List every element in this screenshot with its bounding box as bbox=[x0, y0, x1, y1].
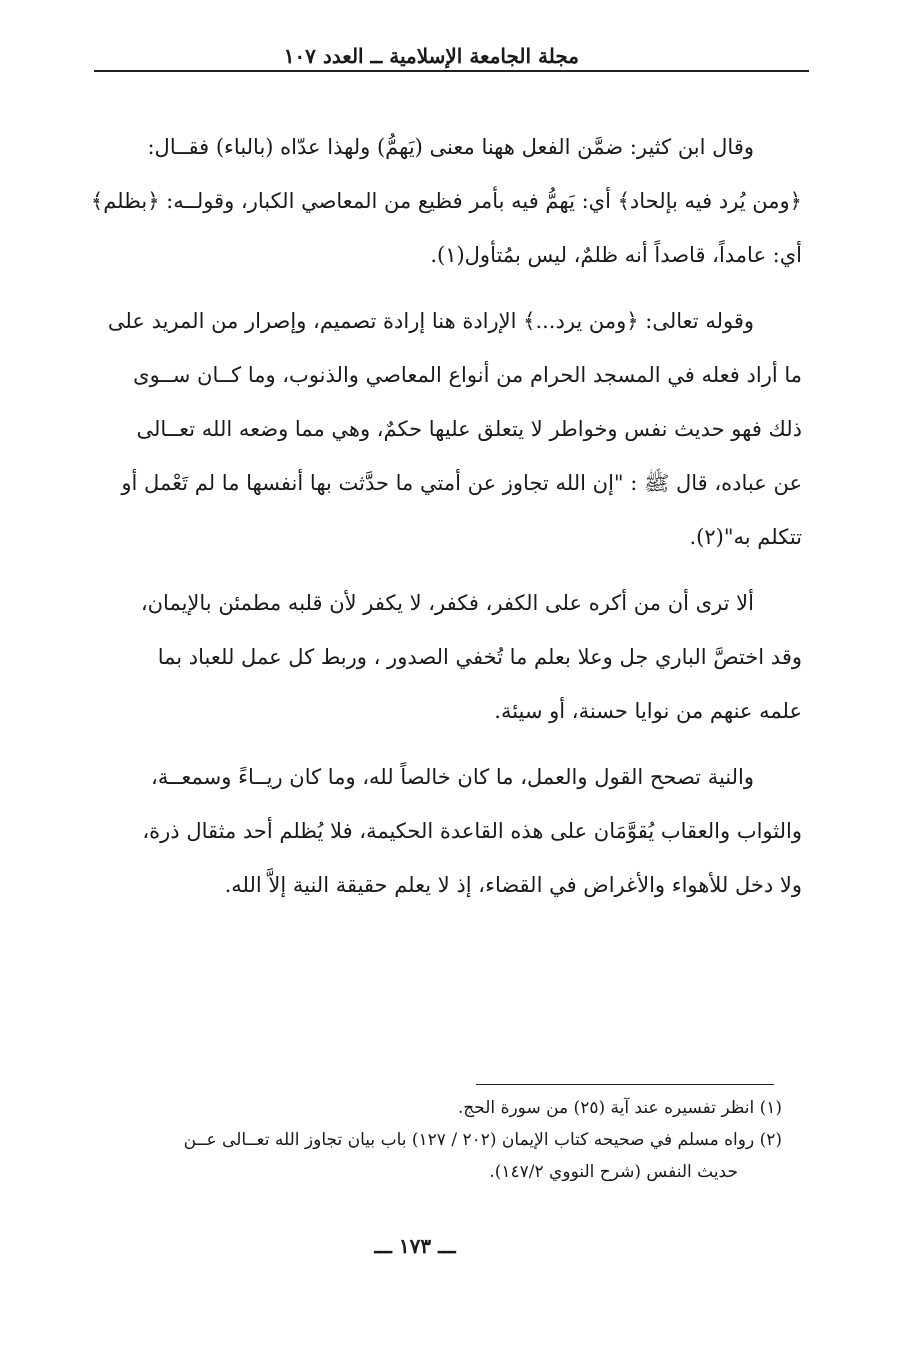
paragraph-3 bbox=[86, 576, 802, 738]
text-line: ما أراد فعله في المسجد الحرام من أنواع المعاصي والذنوب، وما كــان ســوى bbox=[133, 363, 802, 387]
text-line: تتكلم به"(٢). bbox=[689, 525, 802, 549]
paragraph-1 bbox=[86, 120, 802, 282]
main-text bbox=[86, 120, 802, 924]
journal-header-title: مجلة الجامعة الإسلامية ــ العدد ١٠٧ bbox=[283, 44, 579, 68]
text-line: ذلك فهو حديث نفس وخواطر لا يتعلق عليها حكمٌ، وهي مما وضعه الله تعــالى bbox=[136, 417, 802, 441]
footnote-1: (١) انظر تفسيره عند آية (٢٥) من سورة الحج. bbox=[457, 1098, 782, 1118]
text-line: والثواب والعقاب يُقوَّمَان على هذه القاعدة الحكيمة، فلا يُظلم أحد مثقال ذرة، bbox=[142, 819, 802, 843]
footnotes bbox=[62, 1092, 782, 1188]
text-line: ﴿ومن يُرد فيه بإلحاد﴾ أي: يَهمُّ فيه بأمر فظيع من المعاصي الكبار، وقولــه: ﴿بظلم﴾ bbox=[90, 189, 802, 213]
text-line: وقال ابن كثير: ضمَّن الفعل ههنا معنى (يَهمُّ) ولهذا عدّاه (بالباء) فقــال: bbox=[147, 135, 754, 159]
paragraph-2 bbox=[86, 294, 802, 564]
text-line: ألا ترى أن من أكره على الكفر، فكفر، لا يكفر لأن قلبه مطمئن بالإيمان، bbox=[140, 591, 754, 615]
footnote-divider bbox=[476, 1084, 774, 1085]
text-line: عن عباده، قال ﷺ : "إن الله تجاوز عن أمتي ما حدَّثت بها أنفسها ما لم تَعْمل أو bbox=[121, 471, 802, 495]
text-line: علمه عنهم من نوايا حسنة، أو سيئة. bbox=[494, 699, 802, 723]
text-line: وقوله تعالى: ﴿ومن يرد...﴾ الإرادة هنا إرادة تصميم، وإصرار من المريد على bbox=[107, 309, 754, 333]
footnote-2: (٢) رواه مسلم في صحيحه كتاب الإيمان (٢٠٢ / ١٢٧) باب بيان تجاوز الله تعــالى عــن bbox=[183, 1130, 782, 1150]
header-divider bbox=[94, 70, 809, 72]
text-line: والنية تصحح القول والعمل، ما كان خالصاً لله، وما كان ريــاءً وسمعــة، bbox=[151, 765, 754, 789]
text-line: ولا دخل للأهواء والأغراض في القضاء، إذ لا يعلم حقيقة النية إلاَّ الله. bbox=[224, 873, 802, 897]
text-line: أي: عامداً، قاصداً أنه ظلمٌ، ليس بمُتأول(١). bbox=[430, 243, 802, 267]
footnote-2-continuation: حديث النفس (شرح النووي ١٤٧/٢). bbox=[489, 1162, 738, 1182]
text-line: وقد اختصَّ الباري جل وعلا بعلم ما تُخفي الصدور ، وربط كل عمل للعباد بما bbox=[157, 645, 802, 669]
paragraph-4 bbox=[86, 750, 802, 912]
page-number: ـــ ١٧٣ ـــ bbox=[374, 1234, 456, 1258]
